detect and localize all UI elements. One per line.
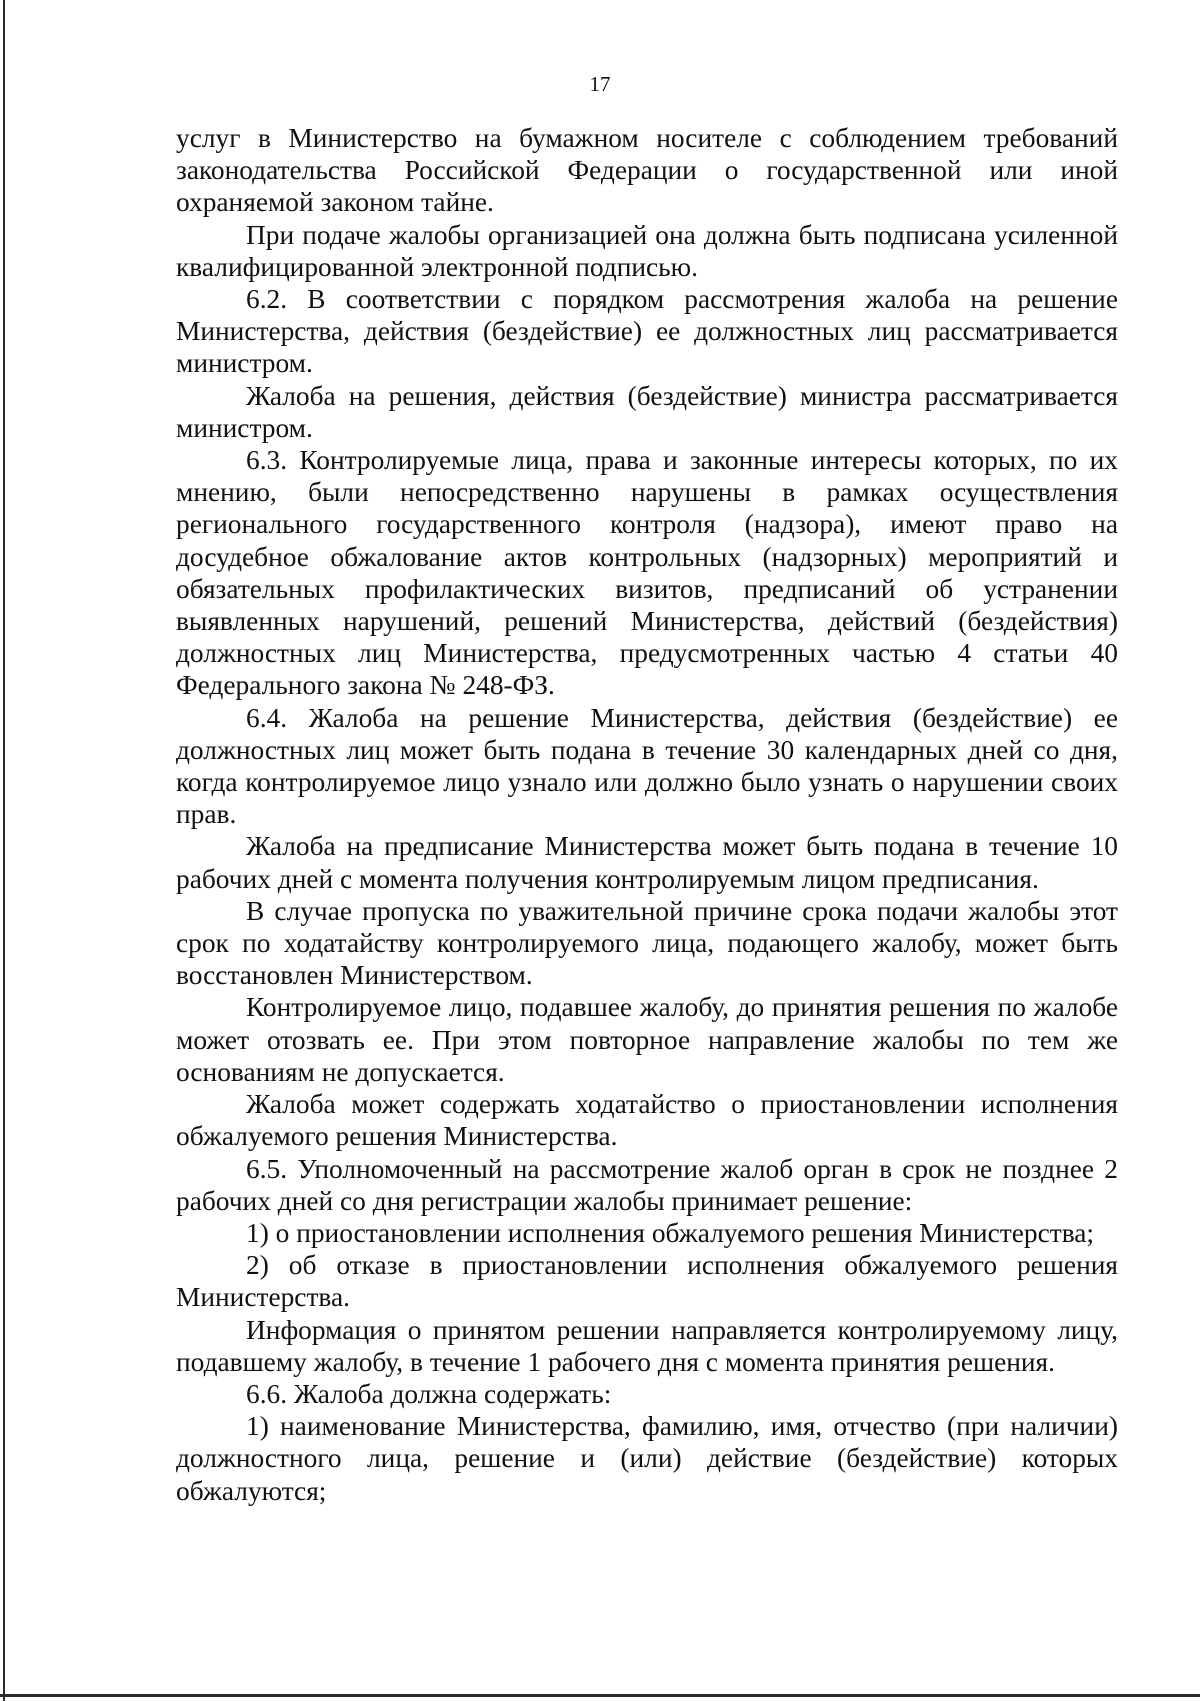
paragraph-6-3: 6.3. Контролируемые лица, права и законные интересы которых, по их мнению, были непосредственно нарушены в рамках осуществления регионального государственного контроля (надзора), имеют право на досудебное обжалование актов контрольных (надзорных) мероприятий и обязательных профилактических визитов, предписаний об устранении выявленных нарушений, решений Министерства, действий (бездействия) должностных лиц Министерства, предусмотренных частью 4 статьи 40 Федерального закона № 248-ФЗ. [176, 445, 1118, 701]
paragraph: Жалоба может содержать ходатайство о приостановлении исполнения обжалуемого решения Министерства. [176, 1089, 1118, 1152]
list-item-1: 1) наименование Министерства, фамилию, имя, отчество (при наличии) должностного лица, решение и (или) действие (бездействие) которых обжалуются; [176, 1411, 1118, 1506]
scan-edge-left [3, 0, 5, 1701]
paragraph-6-4: 6.4. Жалоба на решение Министерства, действия (бездействие) ее должностных лиц может быть подана в течение 30 календарных дней со дня, когда контролируемое лицо узнало или должно было узнать о нарушении своих прав. [176, 702, 1118, 830]
list-item-2: 2) об отказе в приостановлении исполнения обжалуемого решения Министерства. [176, 1250, 1118, 1313]
paragraph-6-5: 6.5. Уполномоченный на рассмотрение жалоб орган в срок не позднее 2 рабочих дней со дня регистрации жалобы принимает решение: [176, 1153, 1118, 1216]
paragraph-6-2: 6.2. В соответствии с порядком рассмотрения жалоба на решение Министерства, действия (бездействие) ее должностных лиц рассматривается министром. [176, 284, 1118, 379]
scan-edge-bottom [0, 1694, 1200, 1697]
paragraph: При подаче жалобы организацией она должна быть подписана усиленной квалифицированной электронной подписью. [176, 219, 1118, 282]
paragraph-6-6: 6.6. Жалоба должна содержать: [246, 1378, 612, 1409]
paragraph: Информация о принятом решении направляется контролируемому лицу, подавшему жалобу, в течение 1 рабочего дня с момента принятия решения. [176, 1314, 1118, 1377]
paragraph: Жалоба на решения, действия (бездействие) министра рассматривается министром. [176, 380, 1118, 443]
paragraph: Контролируемое лицо, подавшее жалобу, до принятия решения по жалобе может отозвать ее. При этом повторное направление жалобы по тем же основаниям не допускается. [176, 992, 1118, 1087]
document-body [176, 122, 1118, 1507]
paragraph: В случае пропуска по уважительной причине срока подачи жалобы этот срок по ходатайству контролируемого лица, подающего жалобу, может быть восстановлен Министерством. [176, 895, 1118, 991]
paragraph: Жалоба на предписание Министерства может быть подана в течение 10 рабочих дней с момента получения контролируемым лицом предписания. [176, 831, 1118, 894]
list-item-1: 1) о приостановлении исполнения обжалуемого решения Министерства; [246, 1217, 1095, 1248]
page-number: 17 [589, 72, 611, 96]
paragraph-continuation: услуг в Министерство на бумажном носителе с соблюдением требований законодательства Российской Федерации о государственной или иной охраняемой законом тайне. [176, 123, 1118, 218]
